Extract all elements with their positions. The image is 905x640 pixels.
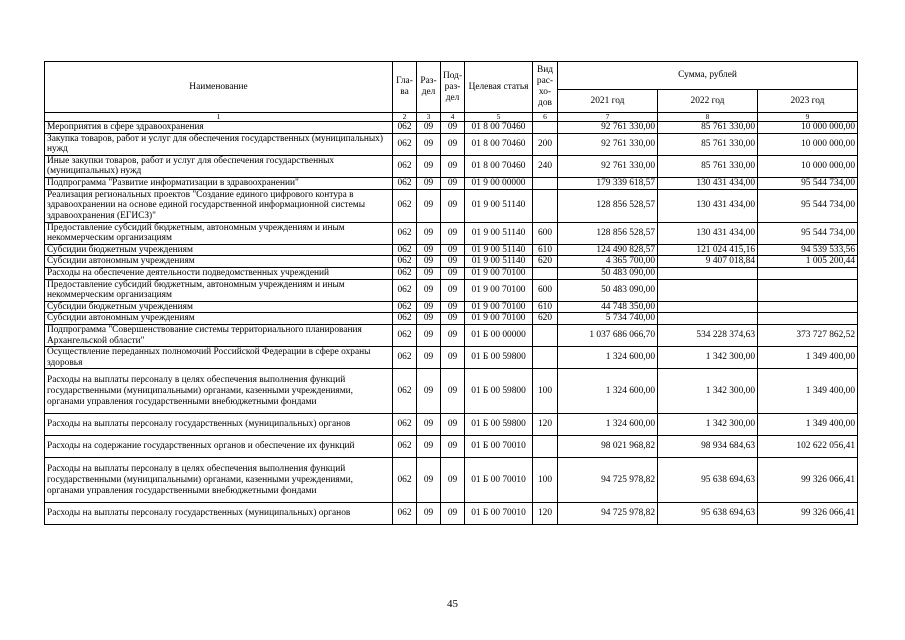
row-podrazdel: 09: [441, 313, 465, 325]
row-glava: 062: [393, 301, 417, 313]
row-amount-2023: 1 349 400,00: [758, 347, 858, 369]
row-amount-2022: 98 934 684,63: [658, 436, 758, 458]
row-target: 01 9 00 70100: [465, 301, 533, 313]
row-target: 01 Б 00 59800: [465, 414, 533, 436]
row-glava: 062: [393, 177, 417, 189]
table-row: [45, 267, 858, 279]
row-amount-2021: 1 037 686 066,70: [558, 324, 658, 346]
row-podrazdel: 09: [441, 324, 465, 346]
row-target: 01 9 00 51140: [465, 256, 533, 268]
table-row: [45, 279, 858, 301]
row-name: Предоставление субсидий бюджетным, автономным учреждениям и иным некоммерческим организациям: [45, 279, 393, 301]
col-number: 4: [441, 113, 465, 122]
row-name: Субсидии бюджетным учреждениям: [45, 301, 393, 313]
row-name: Субсидии автономным учреждениям: [45, 256, 393, 268]
row-amount-2022: 1 342 300,00: [658, 414, 758, 436]
row-target: 01 8 00 70460: [465, 155, 533, 177]
row-razdel: 09: [417, 189, 441, 222]
table-row: [45, 189, 858, 222]
table-row: [45, 458, 858, 503]
row-name: Расходы на выплаты персоналу государственных (муниципальных) органов: [45, 503, 393, 525]
row-amount-2021: 92 761 330,00: [558, 155, 658, 177]
row-amount-2023: [758, 279, 858, 301]
row-name: Закупка товаров, работ и услуг для обеспечения государственных (муниципальных) нужд: [45, 133, 393, 155]
row-razdel: 09: [417, 222, 441, 244]
row-glava: 062: [393, 256, 417, 268]
row-amount-2022: 95 638 694,63: [658, 503, 758, 525]
row-razdel: 09: [417, 347, 441, 369]
row-razdel: 09: [417, 177, 441, 189]
row-target: 01 9 00 51140: [465, 222, 533, 244]
header-target: Целевая статья: [465, 62, 533, 113]
row-glava: 062: [393, 313, 417, 325]
row-amount-2021: 94 725 978,82: [558, 503, 658, 525]
row-amount-2023: [758, 313, 858, 325]
row-vid: 610: [533, 301, 558, 313]
row-podrazdel: 09: [441, 256, 465, 268]
row-podrazdel: 09: [441, 222, 465, 244]
row-amount-2023: 102 622 056,41: [758, 436, 858, 458]
row-name: Субсидии бюджетным учреждениям: [45, 244, 393, 256]
table-row: [45, 313, 858, 325]
row-name: Подпрограмма "Совершенствование системы территориального планирования Архангельской области": [45, 324, 393, 346]
row-glava: 062: [393, 133, 417, 155]
col-number: 9: [758, 113, 858, 122]
row-amount-2022: [658, 313, 758, 325]
row-target: 01 Б 00 70010: [465, 503, 533, 525]
header-vid: Вид рас-хо-дов: [533, 62, 558, 113]
row-target: 01 Б 00 59800: [465, 347, 533, 369]
row-vid: 200: [533, 133, 558, 155]
row-amount-2023: 95 544 734,00: [758, 222, 858, 244]
row-target: 01 9 00 51140: [465, 189, 533, 222]
row-amount-2023: 99 326 066,41: [758, 503, 858, 525]
row-amount-2022: 9 407 018,84: [658, 256, 758, 268]
row-target: 01 9 00 70100: [465, 279, 533, 301]
row-amount-2022: 130 431 434,00: [658, 222, 758, 244]
row-target: 01 9 00 51140: [465, 244, 533, 256]
row-amount-2022: [658, 301, 758, 313]
row-name: Расходы на обеспечение деятельности подведомственных учреждений: [45, 267, 393, 279]
row-vid: 240: [533, 155, 558, 177]
row-amount-2021: 94 725 978,82: [558, 458, 658, 503]
row-name: Субсидии автономным учреждениям: [45, 313, 393, 325]
table-row: [45, 324, 858, 346]
header-year-2023: 2023 год: [758, 90, 858, 113]
row-vid: [533, 347, 558, 369]
row-razdel: 09: [417, 313, 441, 325]
table-row: [45, 155, 858, 177]
row-podrazdel: 09: [441, 244, 465, 256]
table-row: [45, 244, 858, 256]
row-name: Осуществление переданных полномочий Российской Федерации в сфере охраны здоровья: [45, 347, 393, 369]
row-amount-2021: 124 490 828,57: [558, 244, 658, 256]
row-amount-2021: 98 021 968,82: [558, 436, 658, 458]
row-amount-2021: 92 761 330,00: [558, 122, 658, 134]
row-vid: 120: [533, 503, 558, 525]
row-podrazdel: 09: [441, 369, 465, 414]
row-razdel: 09: [417, 133, 441, 155]
row-amount-2023: 95 544 734,00: [758, 189, 858, 222]
header-sum: Сумма, рублей: [558, 62, 858, 90]
page-number: 45: [447, 598, 458, 610]
row-vid: 600: [533, 222, 558, 244]
header-name: Наименование: [45, 62, 393, 113]
header-year-2022: 2022 год: [658, 90, 758, 113]
row-amount-2022: 85 761 330,00: [658, 155, 758, 177]
row-amount-2022: 534 228 374,63: [658, 324, 758, 346]
col-number: 2: [393, 113, 417, 122]
col-number: 1: [45, 113, 393, 122]
row-amount-2021: 128 856 528,57: [558, 222, 658, 244]
col-number: 5: [465, 113, 533, 122]
row-podrazdel: 09: [441, 279, 465, 301]
table-row: [45, 256, 858, 268]
row-amount-2021: 1 324 600,00: [558, 369, 658, 414]
row-amount-2021: 50 483 090,00: [558, 279, 658, 301]
row-amount-2023: 1 005 200,44: [758, 256, 858, 268]
header-year-2021: 2021 год: [558, 90, 658, 113]
row-glava: 062: [393, 503, 417, 525]
row-glava: 062: [393, 155, 417, 177]
row-glava: 062: [393, 458, 417, 503]
row-vid: 100: [533, 369, 558, 414]
row-amount-2021: 44 748 350,00: [558, 301, 658, 313]
row-name: Расходы на содержание государственных органов и обеспечение их функций: [45, 436, 393, 458]
row-target: 01 9 00 70100: [465, 313, 533, 325]
row-amount-2023: 99 326 066,41: [758, 458, 858, 503]
row-name: Расходы на выплаты персоналу в целях обеспечения выполнения функций государственными (муниципальными) органами, казенными учреждениями, органами управления государственными внебюджетными фондами: [45, 369, 393, 414]
row-target: 01 9 00 70100: [465, 267, 533, 279]
row-razdel: 09: [417, 436, 441, 458]
row-vid: 100: [533, 458, 558, 503]
table-row: [45, 177, 858, 189]
row-name: Расходы на выплаты персоналу государственных (муниципальных) органов: [45, 414, 393, 436]
col-number: 6: [533, 113, 558, 122]
row-amount-2022: 130 431 434,00: [658, 177, 758, 189]
row-name: Подпрограмма "Развитие информатизации в здравоохранении": [45, 177, 393, 189]
row-target: 01 8 00 70460: [465, 133, 533, 155]
row-amount-2022: 95 638 694,63: [658, 458, 758, 503]
row-razdel: 09: [417, 267, 441, 279]
row-podrazdel: 09: [441, 503, 465, 525]
row-amount-2021: 1 324 600,00: [558, 414, 658, 436]
table-row: [45, 133, 858, 155]
row-podrazdel: 09: [441, 133, 465, 155]
header-podrazdel: Под-раз-дел: [441, 62, 465, 113]
row-glava: 062: [393, 122, 417, 134]
row-razdel: 09: [417, 369, 441, 414]
row-target: 01 Б 00 00000: [465, 324, 533, 346]
row-amount-2022: 1 342 300,00: [658, 369, 758, 414]
row-vid: [533, 122, 558, 134]
row-vid: [533, 324, 558, 346]
row-target: 01 8 00 70460: [465, 122, 533, 134]
row-glava: 062: [393, 347, 417, 369]
table-row: [45, 414, 858, 436]
row-razdel: 09: [417, 256, 441, 268]
row-amount-2022: [658, 279, 758, 301]
row-razdel: 09: [417, 324, 441, 346]
row-amount-2023: 1 349 400,00: [758, 369, 858, 414]
row-amount-2023: 10 000 000,00: [758, 133, 858, 155]
row-amount-2023: 373 727 862,52: [758, 324, 858, 346]
row-podrazdel: 09: [441, 301, 465, 313]
row-glava: 062: [393, 267, 417, 279]
row-amount-2021: 50 483 090,00: [558, 267, 658, 279]
row-glava: 062: [393, 222, 417, 244]
row-amount-2021: 92 761 330,00: [558, 133, 658, 155]
row-vid: [533, 436, 558, 458]
row-vid: [533, 189, 558, 222]
row-amount-2021: 179 339 618,57: [558, 177, 658, 189]
header-glava: Гла-ва: [393, 62, 417, 113]
row-glava: 062: [393, 369, 417, 414]
row-glava: 062: [393, 189, 417, 222]
table-row: [45, 436, 858, 458]
col-number: 3: [417, 113, 441, 122]
row-target: 01 9 00 00000: [465, 177, 533, 189]
budget-table: [44, 61, 858, 525]
header-razdel: Раз-дел: [417, 62, 441, 113]
row-name: Иные закупки товаров, работ и услуг для обеспечения государственных (муниципальных) нужд: [45, 155, 393, 177]
row-amount-2023: 1 349 400,00: [758, 414, 858, 436]
row-amount-2022: 121 024 415,16: [658, 244, 758, 256]
row-razdel: 09: [417, 414, 441, 436]
row-amount-2022: 85 761 330,00: [658, 133, 758, 155]
row-podrazdel: 09: [441, 177, 465, 189]
row-target: 01 Б 00 70010: [465, 458, 533, 503]
row-amount-2023: 10 000 000,00: [758, 155, 858, 177]
table-row: [45, 369, 858, 414]
table-row: [45, 503, 858, 525]
col-number: 7: [558, 113, 658, 122]
row-podrazdel: 09: [441, 347, 465, 369]
row-podrazdel: 09: [441, 122, 465, 134]
row-vid: 610: [533, 244, 558, 256]
row-vid: 600: [533, 279, 558, 301]
row-amount-2021: 128 856 528,57: [558, 189, 658, 222]
row-amount-2023: [758, 267, 858, 279]
row-podrazdel: 09: [441, 414, 465, 436]
table-row: [45, 301, 858, 313]
row-name: Реализация региональных проектов "Создание единого цифрового контура в здравоохранении на основе единой государственной информационной системы здравоохранения (ЕГИСЗ)": [45, 189, 393, 222]
row-glava: 062: [393, 324, 417, 346]
row-amount-2022: 85 761 330,00: [658, 122, 758, 134]
row-vid: [533, 177, 558, 189]
row-amount-2023: 94 539 533,56: [758, 244, 858, 256]
row-amount-2023: 10 000 000,00: [758, 122, 858, 134]
row-razdel: 09: [417, 458, 441, 503]
row-amount-2022: [658, 267, 758, 279]
col-number: 8: [658, 113, 758, 122]
row-podrazdel: 09: [441, 267, 465, 279]
row-amount-2021: 5 734 740,00: [558, 313, 658, 325]
row-target: 01 Б 00 59800: [465, 369, 533, 414]
row-amount-2023: [758, 301, 858, 313]
row-podrazdel: 09: [441, 189, 465, 222]
row-razdel: 09: [417, 244, 441, 256]
table-row: [45, 347, 858, 369]
row-podrazdel: 09: [441, 436, 465, 458]
row-glava: 062: [393, 244, 417, 256]
row-podrazdel: 09: [441, 155, 465, 177]
row-vid: [533, 267, 558, 279]
row-amount-2022: 130 431 434,00: [658, 189, 758, 222]
row-glava: 062: [393, 436, 417, 458]
row-podrazdel: 09: [441, 458, 465, 503]
row-amount-2022: 1 342 300,00: [658, 347, 758, 369]
row-target: 01 Б 00 70010: [465, 436, 533, 458]
row-vid: 620: [533, 313, 558, 325]
table-row: [45, 122, 858, 134]
row-name: Мероприятия в сфере здравоохранения: [45, 122, 393, 134]
row-amount-2021: 1 324 600,00: [558, 347, 658, 369]
table-row: [45, 222, 858, 244]
row-amount-2021: 4 365 700,00: [558, 256, 658, 268]
row-razdel: 09: [417, 279, 441, 301]
row-name: Предоставление субсидий бюджетным, автономным учреждениям и иным некоммерческим организациям: [45, 222, 393, 244]
row-name: Расходы на выплаты персоналу в целях обеспечения выполнения функций государственными (муниципальными) органами, казенными учреждениями, органами управления государственными внебюджетными фондами: [45, 458, 393, 503]
row-razdel: 09: [417, 122, 441, 134]
row-glava: 062: [393, 279, 417, 301]
row-glava: 062: [393, 414, 417, 436]
row-vid: 620: [533, 256, 558, 268]
row-razdel: 09: [417, 301, 441, 313]
row-razdel: 09: [417, 503, 441, 525]
row-razdel: 09: [417, 155, 441, 177]
row-vid: 120: [533, 414, 558, 436]
row-amount-2023: 95 544 734,00: [758, 177, 858, 189]
